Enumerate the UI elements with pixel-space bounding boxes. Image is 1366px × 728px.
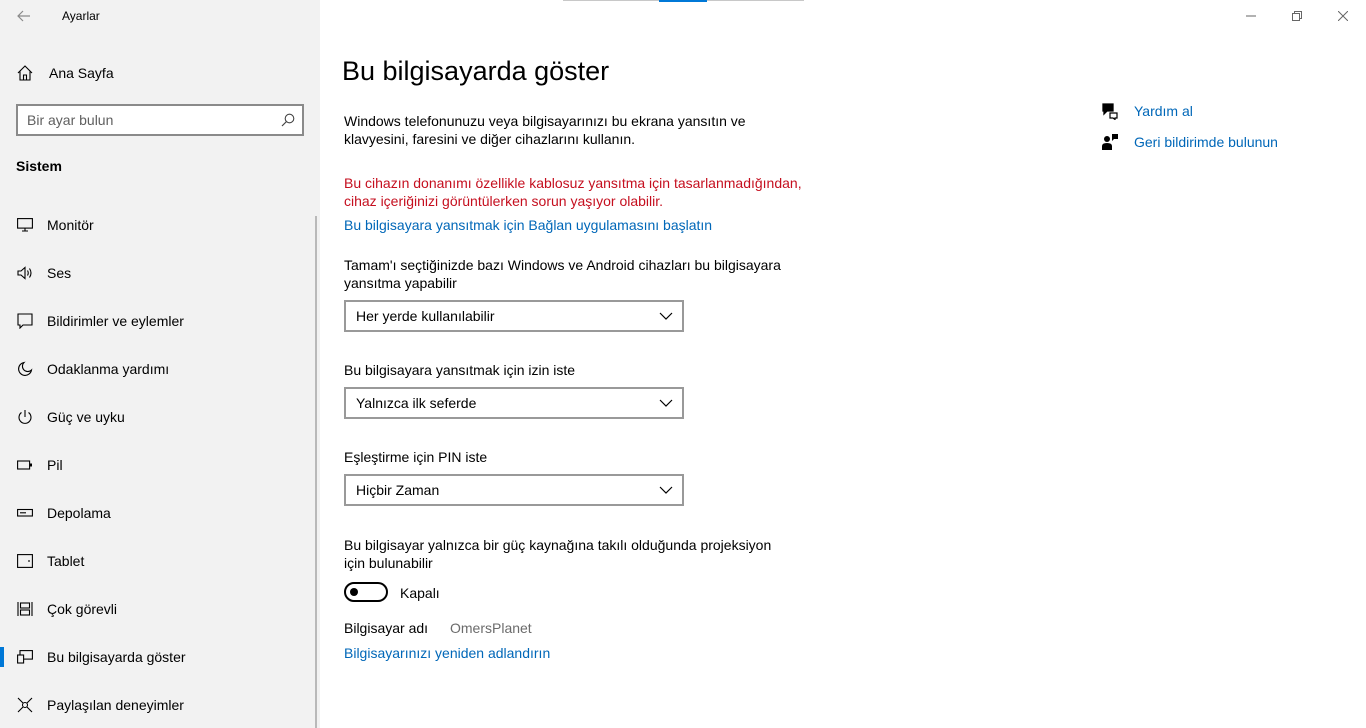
power-discoverability-toggle[interactable] — [344, 582, 388, 602]
power-icon — [16, 408, 34, 426]
hardware-warning: Bu cihazın donanımı özellikle kablosuz yansıtma için tasarlanmadığından, cihaz içeriğinizi görüntülerken sorun yaşıyor olabilir. — [344, 175, 802, 209]
home-icon — [16, 64, 34, 82]
permission-value: Yalnızca ilk seferde — [356, 395, 477, 411]
speaker-icon — [16, 264, 34, 282]
restore-button[interactable] — [1274, 0, 1320, 32]
help-chat-icon — [1100, 101, 1120, 121]
storage-icon — [16, 504, 34, 522]
toggle-knob — [350, 588, 358, 596]
rename-pc-link[interactable]: Bilgisayarınızı yeniden adlandırın — [344, 645, 551, 661]
sidebar — [0, 0, 320, 728]
shared-experiences-icon — [16, 696, 34, 714]
monitor-icon — [16, 216, 34, 234]
page-title: Bu bilgisayarda göster — [342, 56, 610, 86]
close-button[interactable] — [1320, 0, 1366, 32]
sidebar-item-project-to-pc[interactable] — [0, 633, 320, 681]
pc-name-value: OmersPlanet — [450, 620, 532, 636]
sidebar-item-label: Paylaşılan deneyimler — [47, 697, 184, 713]
feedback-icon — [1100, 132, 1120, 152]
sidebar-item-label: Odaklanma yardımı — [47, 361, 170, 377]
sidebar-item-battery[interactable] — [0, 441, 320, 489]
back-arrow-icon — [17, 10, 31, 22]
projection-icon — [16, 648, 34, 666]
sidebar-item-label: Pil — [47, 457, 63, 473]
page-description: Windows telefonunuzu veya bilgisayarınızı bu ekrana yansıtın ve klavyesini, faresini ve diğer cihazlarını kullanın. — [344, 113, 746, 147]
sidebar-nav — [0, 201, 320, 728]
sidebar-item-notifications[interactable] — [0, 297, 320, 345]
pin-value: Hiçbir Zaman — [356, 482, 440, 498]
search-icon[interactable] — [281, 113, 295, 127]
permission-label: Bu bilgisayara yansıtmak için izin iste — [344, 362, 576, 378]
sidebar-item-monitor[interactable] — [0, 201, 320, 249]
sidebar-item-label: Depolama — [47, 505, 111, 521]
sidebar-item-label: Bildirimler ve eylemler — [47, 313, 184, 329]
app-title: Ayarlar — [62, 9, 100, 23]
permission-dropdown[interactable] — [344, 387, 684, 419]
tablet-icon — [16, 552, 34, 570]
sidebar-item-label: Güç ve uyku — [47, 409, 125, 425]
pc-name-label: Bilgisayar adı — [344, 620, 429, 636]
notification-icon — [16, 312, 34, 330]
section-title: Sistem — [16, 158, 62, 174]
sidebar-item-label: Ses — [47, 265, 72, 281]
search-input[interactable] — [27, 112, 267, 128]
multitasking-icon — [16, 600, 34, 618]
search-box[interactable] — [16, 104, 304, 136]
minimize-icon — [1246, 11, 1256, 21]
back-button[interactable] — [8, 4, 40, 28]
connect-app-link[interactable]: Bu bilgisayara yansıtmak için Bağlan uygulamasını başlatın — [344, 217, 713, 233]
give-feedback-label: Geri bildirimde bulunun — [1134, 134, 1278, 150]
availability-value: Her yerde kullanılabilir — [356, 308, 495, 324]
sidebar-item-shared-experiences[interactable] — [0, 681, 320, 728]
home-nav-item[interactable] — [0, 56, 320, 90]
close-icon — [1338, 11, 1348, 21]
sidebar-item-label: Tablet — [47, 553, 85, 569]
pin-dropdown[interactable] — [344, 474, 684, 506]
sidebar-item-sound[interactable] — [0, 249, 320, 297]
chevron-down-icon — [659, 398, 673, 408]
chevron-down-icon — [659, 311, 673, 321]
home-label: Ana Sayfa — [49, 65, 114, 81]
restore-icon — [1292, 11, 1302, 21]
moon-icon — [16, 360, 34, 378]
sidebar-item-multitasking[interactable] — [0, 585, 320, 633]
sidebar-item-power-sleep[interactable] — [0, 393, 320, 441]
minimize-button[interactable] — [1228, 0, 1274, 32]
sidebar-item-label: Monitör — [47, 217, 94, 233]
pin-label: Eşleştirme için PIN iste — [344, 449, 488, 465]
sidebar-item-focus-assist[interactable] — [0, 345, 320, 393]
toggle-state-label: Kapalı — [400, 585, 440, 601]
sidebar-scrollbar[interactable] — [315, 216, 317, 728]
availability-label: Tamam'ı seçtiğinizde bazı Windows ve Android cihazları bu bilgisayara yansıtma yapabilir — [344, 257, 781, 291]
sidebar-item-tablet[interactable] — [0, 537, 320, 585]
top-accent-indicator — [659, 0, 707, 2]
get-help-link[interactable] — [1100, 100, 1193, 122]
give-feedback-link[interactable] — [1100, 131, 1278, 153]
get-help-label: Yardım al — [1134, 103, 1193, 119]
sidebar-item-label: Bu bilgisayarda göster — [47, 649, 186, 665]
sidebar-item-label: Çok görevli — [47, 601, 118, 617]
sidebar-item-storage[interactable] — [0, 489, 320, 537]
availability-dropdown[interactable] — [344, 300, 684, 332]
chevron-down-icon — [659, 485, 673, 495]
battery-icon — [16, 456, 34, 474]
power-discoverability-label: Bu bilgisayar yalnızca bir güç kaynağına takılı olduğunda projeksiyon için bulunabilir — [344, 537, 772, 571]
